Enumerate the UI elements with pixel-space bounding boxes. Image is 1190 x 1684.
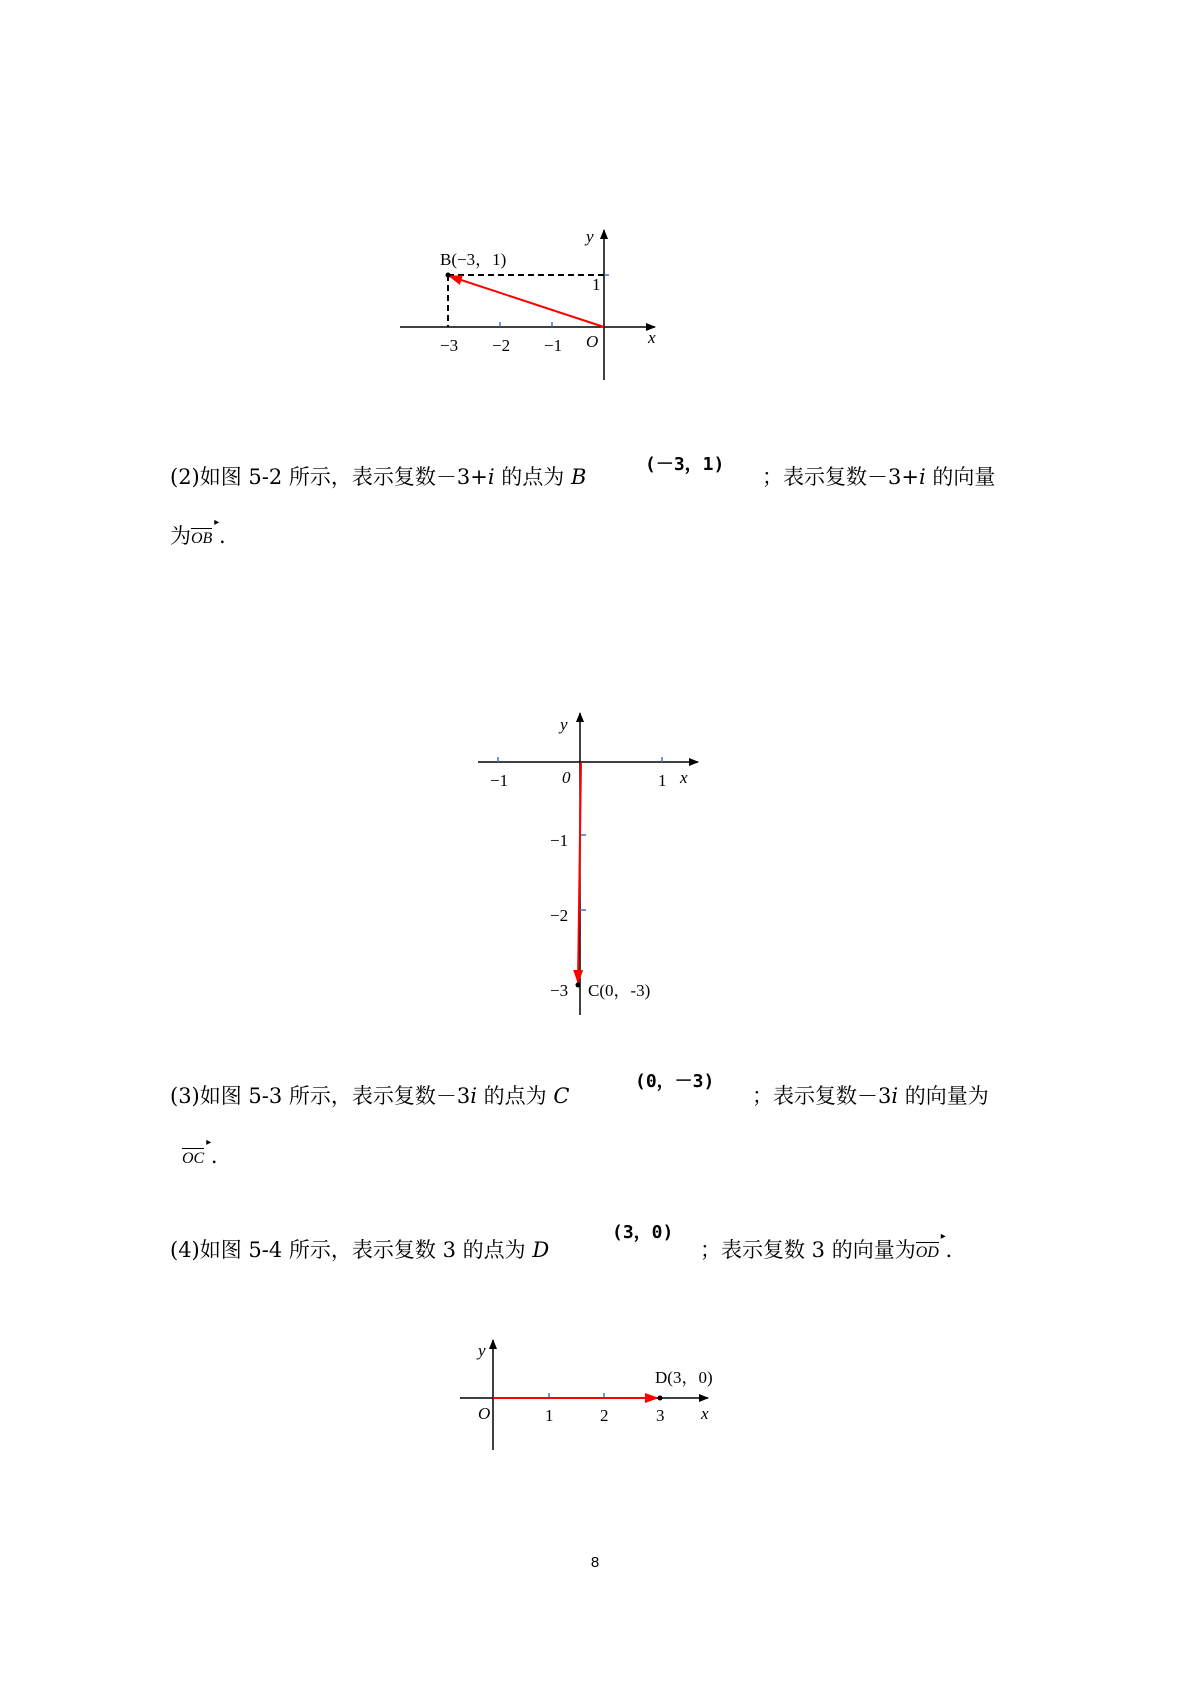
x-tick-label: 3 xyxy=(656,1406,665,1425)
period: . xyxy=(212,524,226,548)
x-axis-label: x xyxy=(701,1404,709,1423)
y-axis-label: y xyxy=(560,715,568,734)
vector-notation: OC ▸ xyxy=(182,1147,204,1167)
x-tick-label: −1 xyxy=(490,771,509,790)
x-tick-label: 2 xyxy=(600,1406,609,1425)
paragraph-2-line-1-suffix xyxy=(762,467,995,488)
point-d-label: D(3，0) xyxy=(655,1368,713,1387)
x-tick-label: −1 xyxy=(544,336,563,355)
x-tick-label: −2 xyxy=(492,336,511,355)
text: 的向量 xyxy=(925,465,996,489)
origin-label: 0 xyxy=(562,768,571,787)
period: . xyxy=(938,1238,953,1262)
paragraph-3-line-1 xyxy=(170,1086,569,1107)
imaginary-unit: i xyxy=(470,1084,477,1108)
figure-5-2 xyxy=(400,220,680,390)
imaginary-unit: i xyxy=(918,465,926,489)
paragraph-3-line-1-suffix xyxy=(752,1086,989,1107)
paragraph-4-line-1 xyxy=(170,1240,549,1261)
point-name: D xyxy=(532,1238,550,1262)
x-axis-label: x xyxy=(680,768,688,787)
y-tick-label: −1 xyxy=(550,831,569,850)
imaginary-unit: i xyxy=(891,1084,899,1108)
origin-label: O xyxy=(478,1404,491,1423)
figure-5-3 xyxy=(470,705,700,1025)
vector-notation: OD ▸ xyxy=(916,1241,939,1261)
period: . xyxy=(204,1144,218,1168)
x-tick-label: 1 xyxy=(545,1406,554,1425)
origin-label: O xyxy=(586,332,599,351)
y-axis-label: y xyxy=(478,1341,486,1360)
text: (3)如图 5-3 所示，表示复数－3 xyxy=(170,1084,471,1108)
text: ；表示复数 3 的向量为 xyxy=(700,1238,916,1262)
x-axis-label: x xyxy=(648,328,656,347)
y-tick-label: 1 xyxy=(592,275,601,294)
point-d xyxy=(658,1396,663,1401)
text: (4)如图 5-4 所示，表示复数 3 的点为 xyxy=(170,1238,533,1262)
figure-5-4 xyxy=(460,1330,720,1460)
y-tick-label: −3 xyxy=(550,981,569,1000)
answer-2: (－3，1) xyxy=(645,454,725,475)
answer-3: (0，－3) xyxy=(635,1071,715,1092)
text: 的点为 xyxy=(477,1084,554,1108)
point-name: B xyxy=(570,465,587,489)
point-c-label: C(0，-3) xyxy=(588,981,651,1000)
paragraph-3-line-2 xyxy=(182,1146,218,1167)
imaginary-unit: i xyxy=(487,465,495,489)
answer-4: (3，0) xyxy=(612,1222,674,1243)
text: 的点为 xyxy=(494,465,571,489)
paragraph-2-line-1 xyxy=(170,467,586,488)
text: 的向量为 xyxy=(898,1084,989,1108)
point-b xyxy=(446,273,451,278)
point-b-label: B(−3，1) xyxy=(440,250,507,269)
point-c xyxy=(576,983,581,988)
page-number: 8 xyxy=(590,1554,600,1571)
y-axis-label: y xyxy=(586,227,594,246)
text: ；表示复数－3 xyxy=(752,1084,892,1108)
vector-ob xyxy=(449,276,604,327)
text: ；表示复数－3+ xyxy=(762,465,919,489)
paragraph-4-line-1-suffix xyxy=(700,1240,952,1261)
point-name: C xyxy=(553,1084,570,1108)
vector-notation: OB ▸ xyxy=(191,527,212,547)
text: (2)如图 5-2 所示，表示复数－3+ xyxy=(170,465,488,489)
paragraph-2-line-2 xyxy=(170,526,226,547)
x-tick-label: −3 xyxy=(440,336,459,355)
text: 为 xyxy=(170,524,191,548)
x-tick-label: 1 xyxy=(658,771,667,790)
y-tick-label: −2 xyxy=(550,906,569,925)
